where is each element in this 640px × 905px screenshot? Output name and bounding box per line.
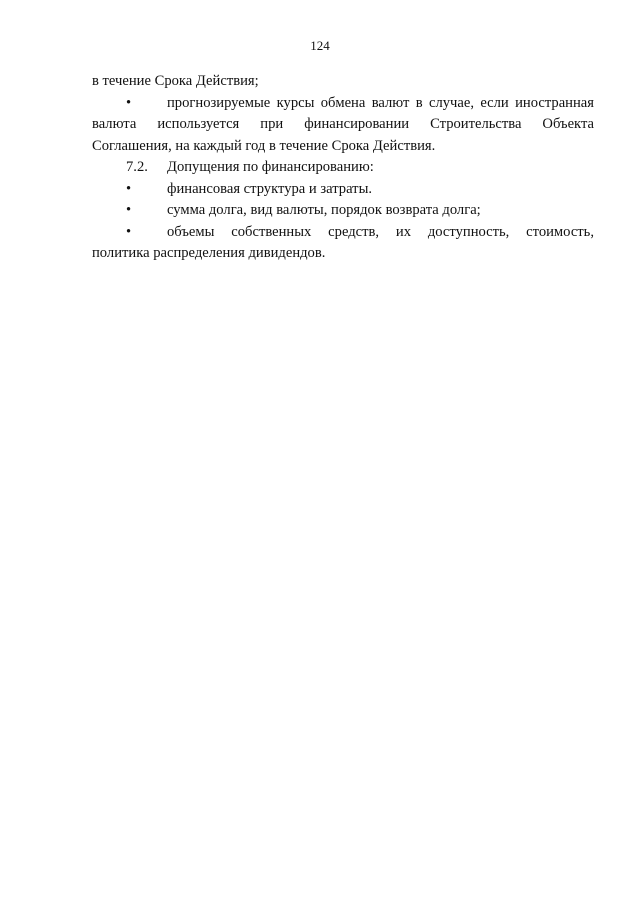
bullet-icon: • xyxy=(126,94,132,111)
bullet-item xyxy=(92,93,594,115)
section-title: Допущения по финансированию: xyxy=(167,159,374,175)
bullet-text: сумма долга, вид валюты, порядок возврата долга; xyxy=(167,202,481,218)
paragraph-line: политика распределения дивидендов. xyxy=(92,245,326,261)
paragraph-line: в течение Срока Действия; xyxy=(92,73,259,89)
bullet-text: прогнозируемые курсы обмена валют в случае, если иностранная xyxy=(167,94,594,111)
section-number: 7.2. xyxy=(126,159,148,175)
bullet-text: объемы собственных средств, их доступность, стоимость, xyxy=(167,223,594,240)
bullet-item xyxy=(92,222,594,244)
section-heading xyxy=(92,157,594,179)
bullet-text: финансовая структура и затраты. xyxy=(167,180,373,197)
bullet-icon: • xyxy=(126,202,132,218)
bullet-item xyxy=(92,179,594,201)
bullet-icon: • xyxy=(126,223,132,240)
bullet-icon: • xyxy=(126,180,132,197)
bullet-item xyxy=(92,200,594,222)
paragraph-line: валюта используется при финансировании Строительства Объекта xyxy=(92,116,594,132)
paragraph-line: Соглашения, на каждый год в течение Срока Действия. xyxy=(92,137,436,154)
page-number: 124 xyxy=(310,38,330,53)
document-body xyxy=(92,71,594,265)
